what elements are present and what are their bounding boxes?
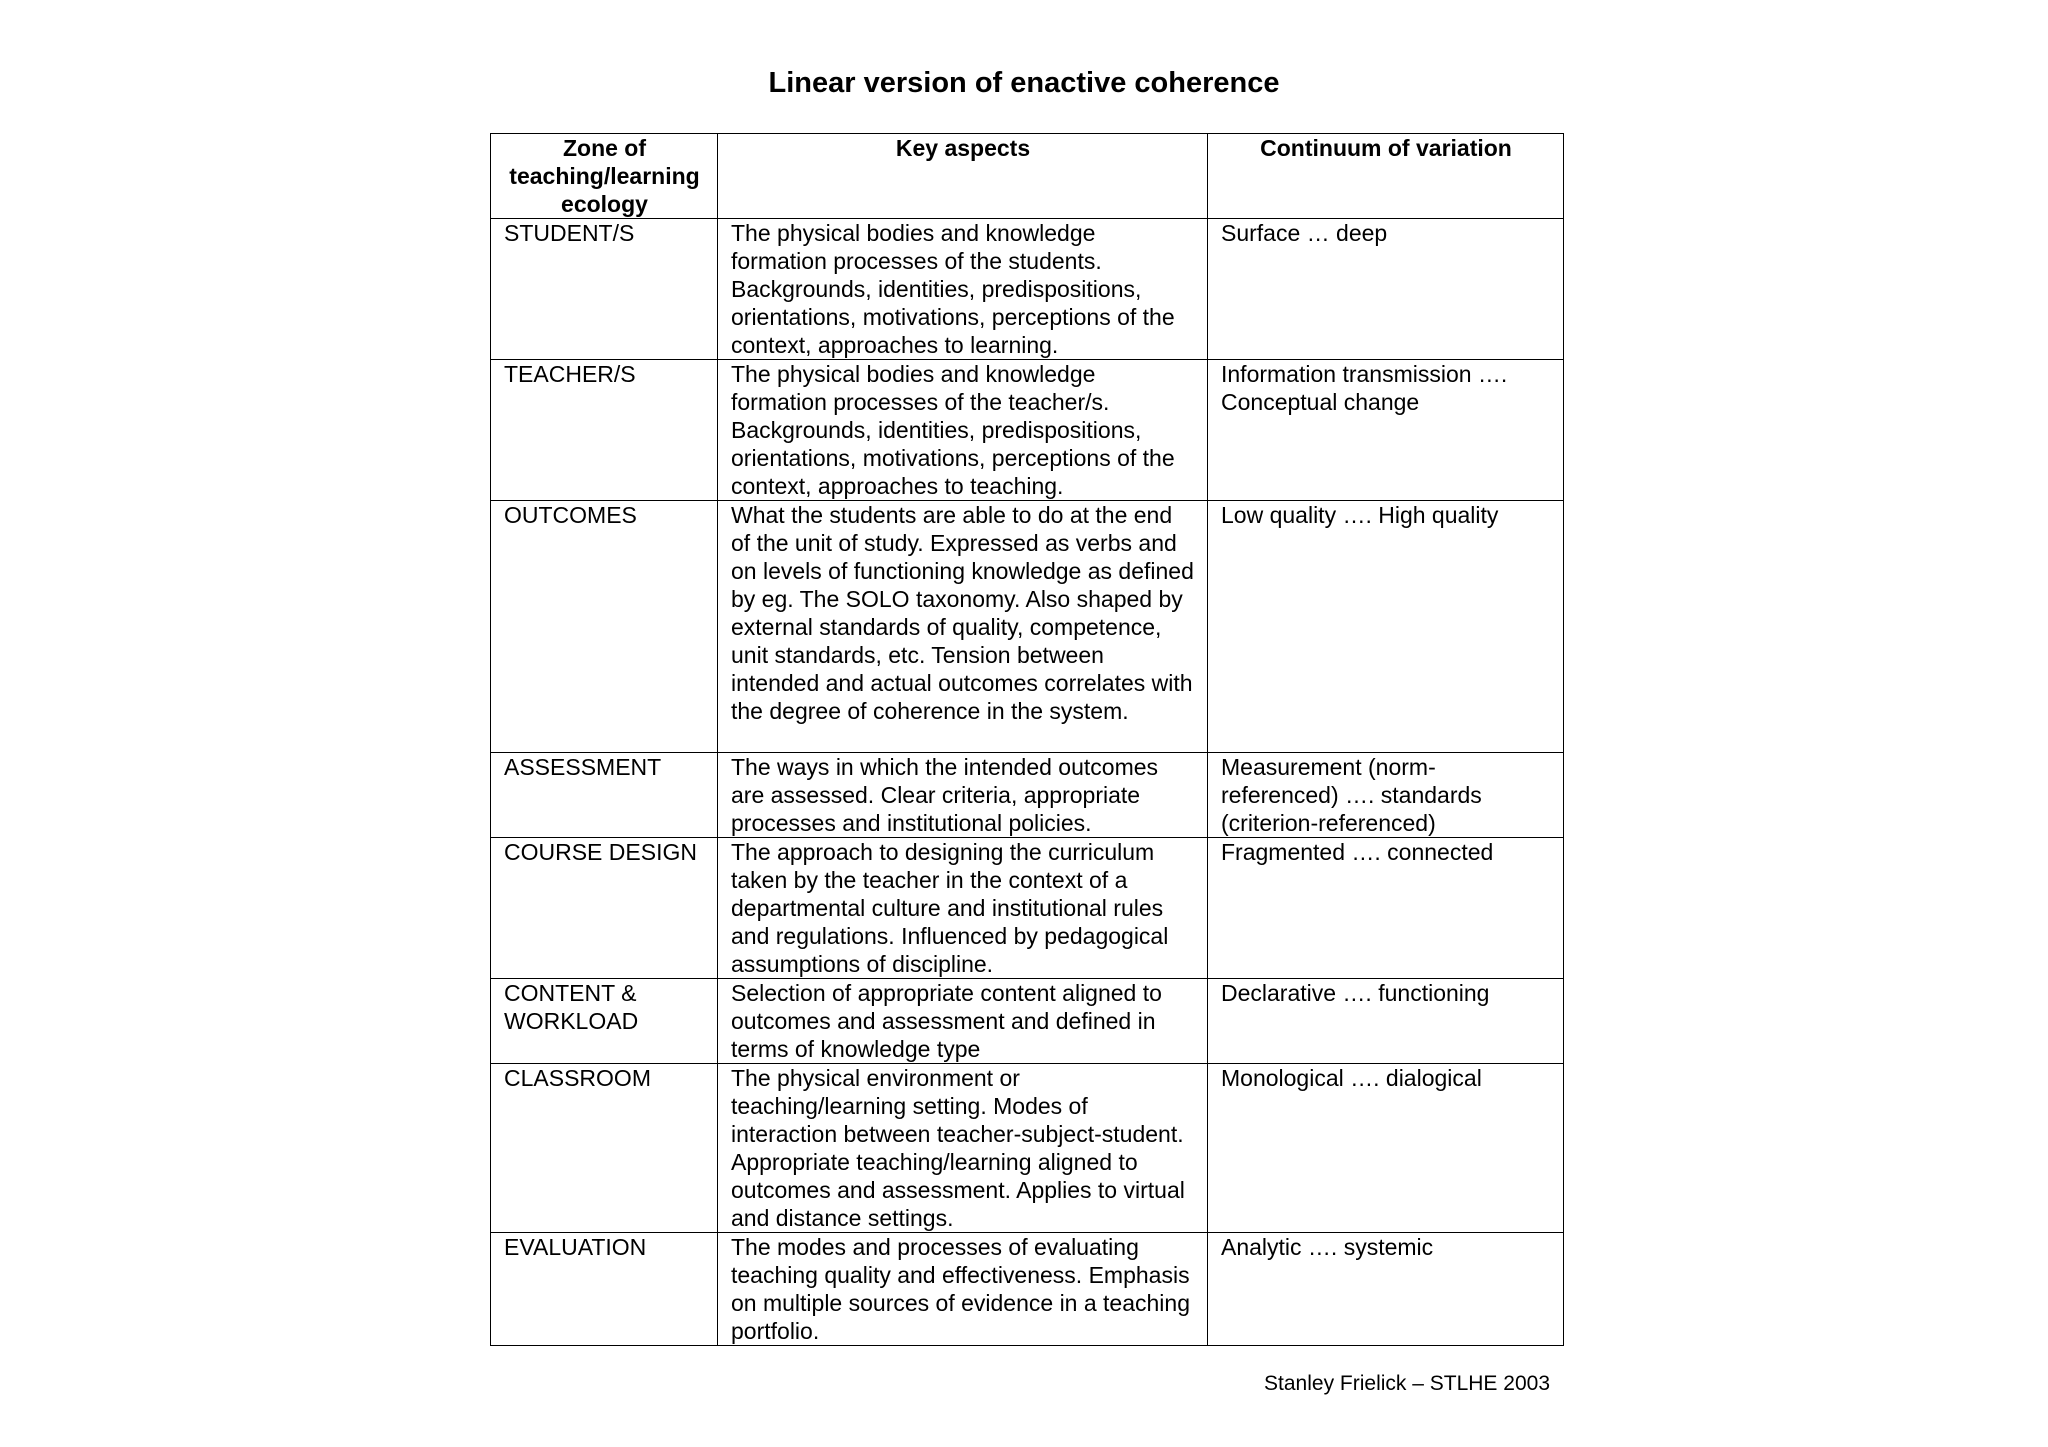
table-row [491, 1233, 1564, 1346]
zone-cell: ASSESSMENT [491, 753, 718, 838]
table-row [491, 360, 1564, 501]
zone-cell: CLASSROOM [491, 1064, 718, 1233]
continuum-cell: Measurement (norm-referenced) …. standards (criterion-referenced) [1208, 753, 1564, 838]
continuum-cell: Information transmission …. Conceptual change [1208, 360, 1564, 501]
aspects-cell: The physical environment or teaching/learning setting. Modes of interaction between teacher-subject-student. Appropriate teaching/learning aligned to outcomes and assessment. Applies to virtual and distance settings. [718, 1064, 1208, 1233]
aspects-cell: The approach to designing the curriculum taken by the teacher in the context of a departmental culture and institutional rules and regulations. Influenced by pedagogical assumptions of discipline. [718, 838, 1208, 979]
zone-cell: COURSE DESIGN [491, 838, 718, 979]
table-row [491, 501, 1564, 753]
zone-cell: STUDENT/S [491, 219, 718, 360]
table-row [491, 979, 1564, 1064]
aspects-cell: The physical bodies and knowledge formation processes of the students. Backgrounds, identities, predispositions, orientations, motivations, perceptions of the context, approaches to learning. [718, 219, 1208, 360]
document-title: Linear version of enactive coherence [768, 67, 1280, 99]
continuum-cell: Surface … deep [1208, 219, 1564, 360]
table-row [491, 838, 1564, 979]
footer-credit: Stanley Frielick – STLHE 2003 [1264, 1372, 1550, 1395]
continuum-cell: Analytic …. systemic [1208, 1233, 1564, 1346]
zone-cell: CONTENT & WORKLOAD [491, 979, 718, 1064]
table-header-row [491, 134, 1564, 219]
header-key-aspects: Key aspects [718, 134, 1208, 219]
aspects-cell: The modes and processes of evaluating teaching quality and effectiveness. Emphasis on multiple sources of evidence in a teaching portfolio. [718, 1233, 1208, 1346]
table-row [491, 219, 1564, 360]
zone-cell: OUTCOMES [491, 501, 718, 753]
continuum-cell: Fragmented …. connected [1208, 838, 1564, 979]
enactive-coherence-table [490, 133, 1564, 1346]
table-row [491, 1064, 1564, 1233]
continuum-cell: Monological …. dialogical [1208, 1064, 1564, 1233]
table-row [491, 753, 1564, 838]
zone-cell: EVALUATION [491, 1233, 718, 1346]
aspects-cell: The physical bodies and knowledge formation processes of the teacher/s. Backgrounds, identities, predispositions, orientations, motivations, perceptions of the context, approaches to teaching. [718, 360, 1208, 501]
aspects-cell: The ways in which the intended outcomes are assessed. Clear criteria, appropriate processes and institutional policies. [718, 753, 1208, 838]
aspects-cell: Selection of appropriate content aligned to outcomes and assessment and defined in terms of knowledge type [718, 979, 1208, 1064]
continuum-cell: Declarative …. functioning [1208, 979, 1564, 1064]
continuum-cell: Low quality …. High quality [1208, 501, 1564, 753]
header-zone: Zone of teaching/learning ecology [491, 134, 718, 219]
header-continuum: Continuum of variation [1208, 134, 1564, 219]
zone-cell: TEACHER/S [491, 360, 718, 501]
aspects-cell: What the students are able to do at the end of the unit of study. Expressed as verbs and on levels of functioning knowledge as defined by eg. The SOLO taxonomy. Also shaped by external standards of quality, competence, unit standards, etc. Tension between intended and actual outcomes correlates with the degree of coherence in the system. [718, 501, 1208, 753]
